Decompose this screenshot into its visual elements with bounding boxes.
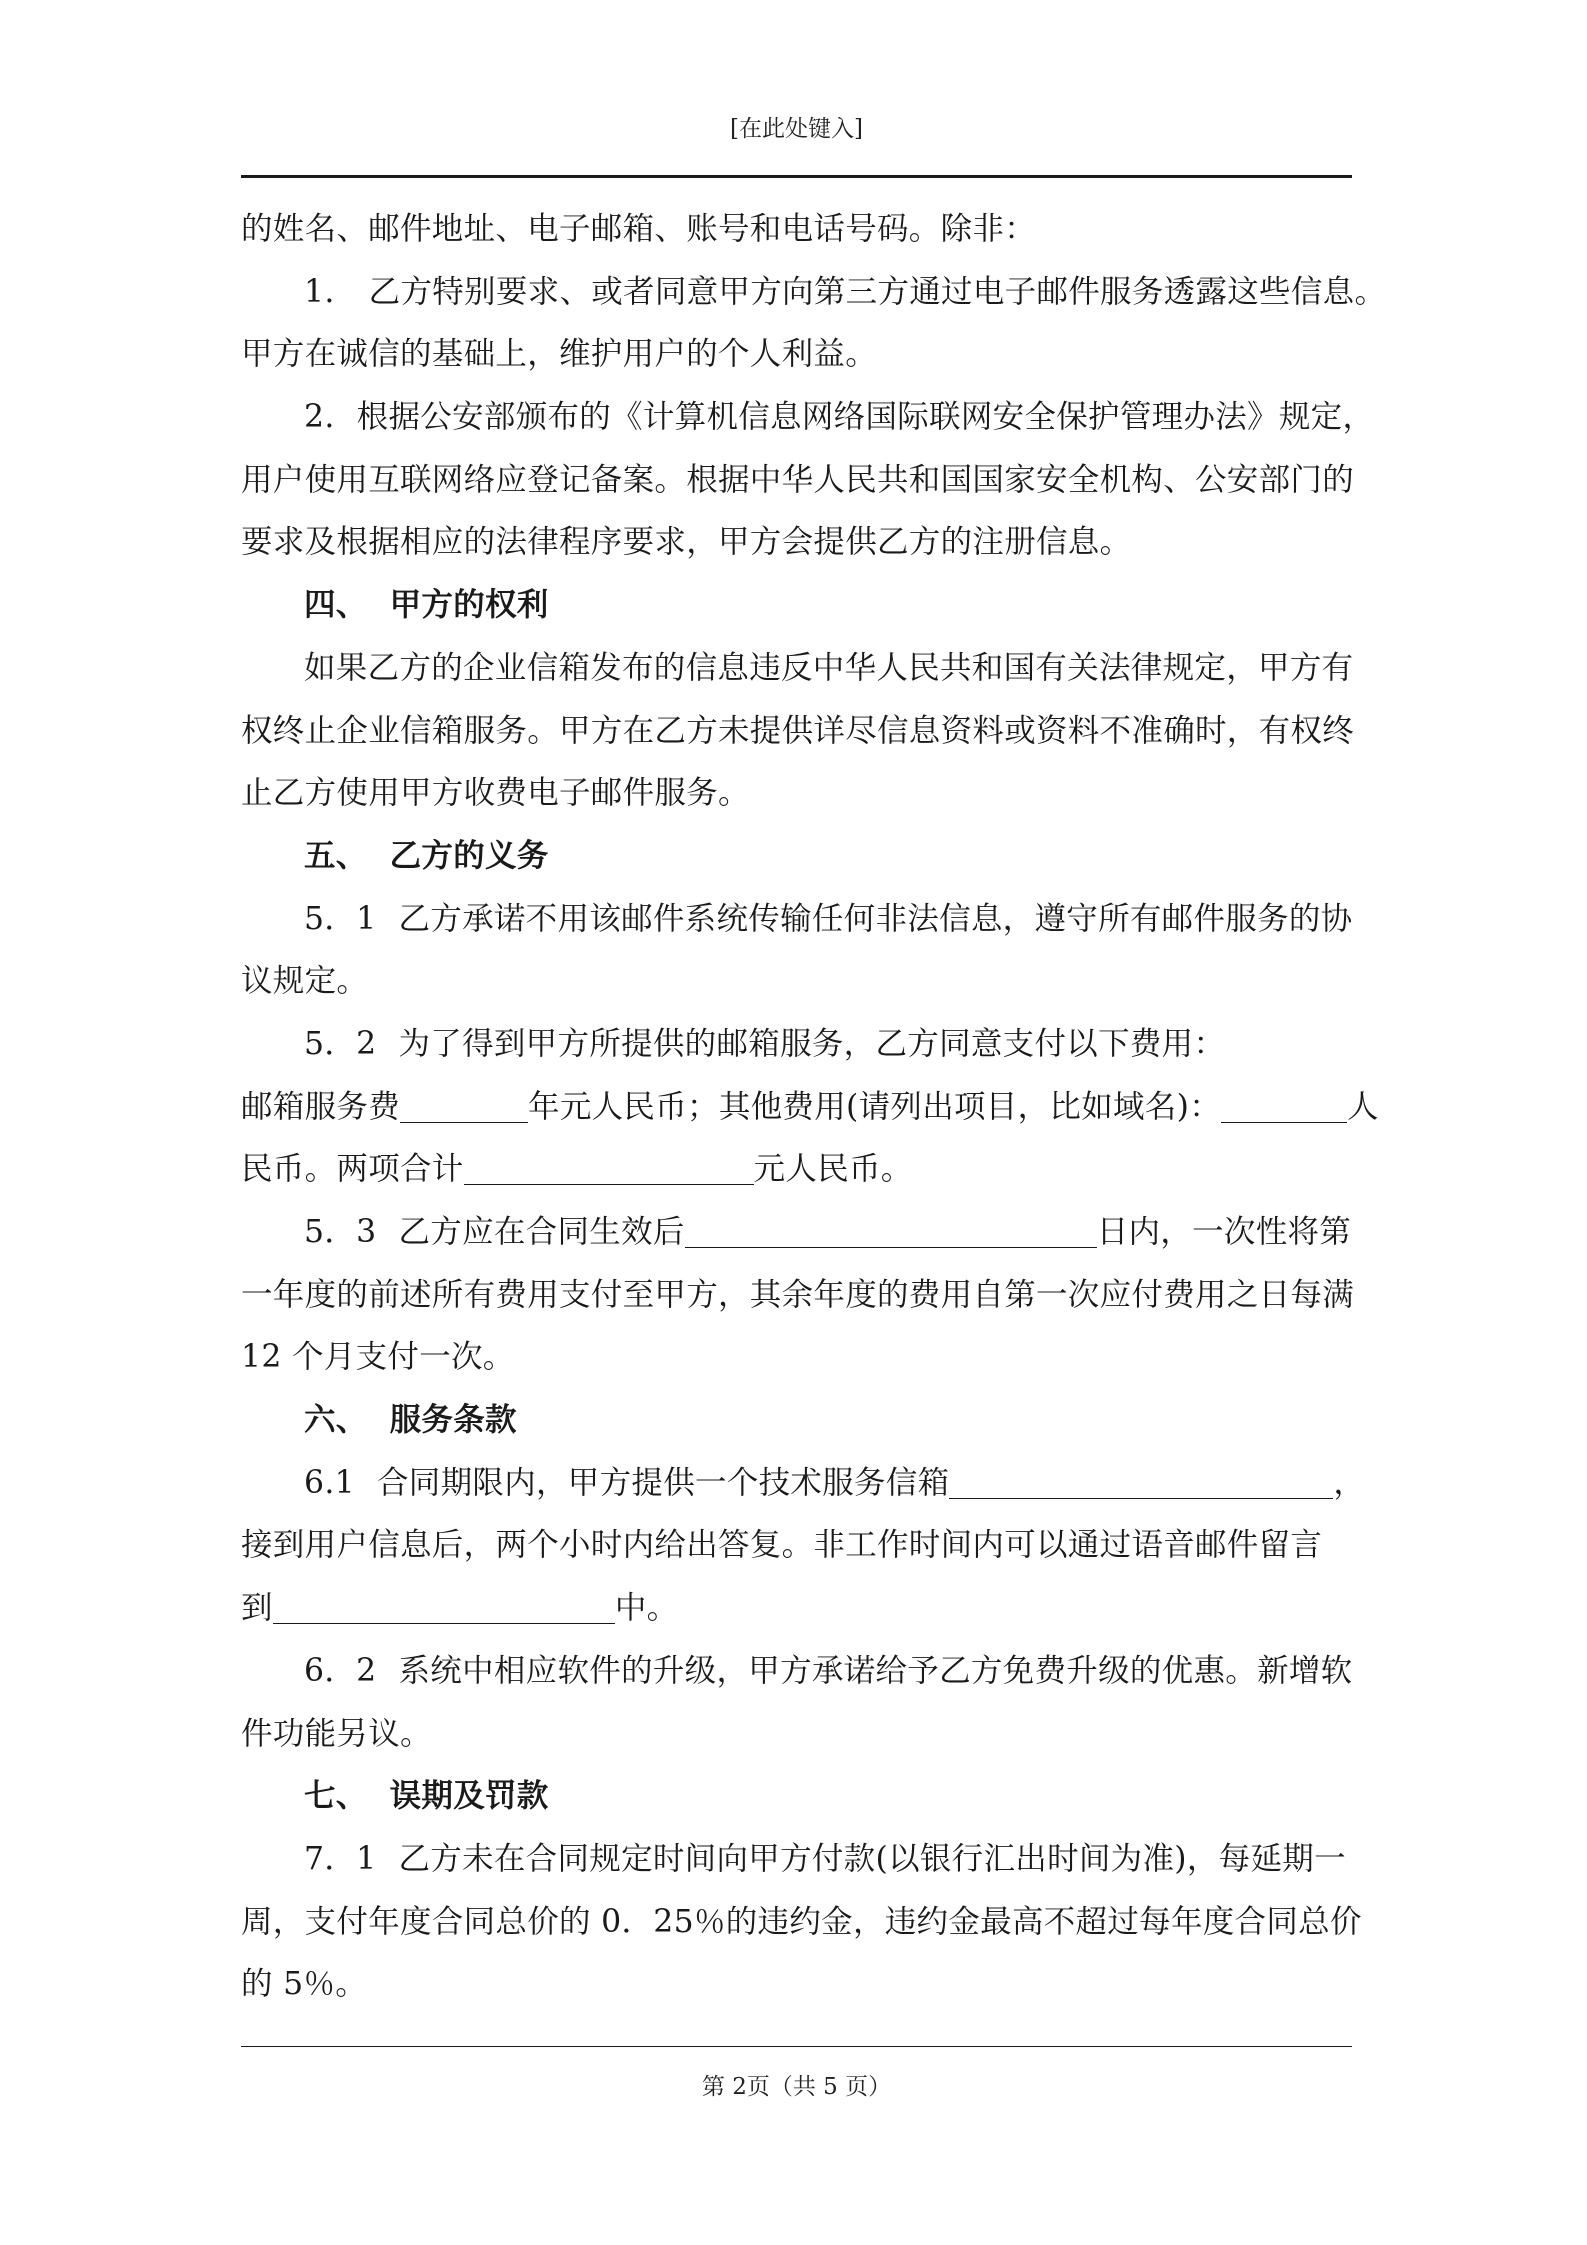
text: 周，支付年度合同总价的 0．25％的违约金，违约金最高不超过每年度合同总价	[241, 1903, 1362, 1940]
clause-number: 5．2	[304, 1025, 377, 1062]
total-fee-blank[interactable]	[464, 1150, 754, 1185]
text: 邮箱服务费	[241, 1088, 401, 1125]
clause-5-2	[241, 1013, 1352, 1076]
text: 根据公安部颁布的《计算机信息网络国际联网安全保护管理办法》规定，	[356, 399, 1375, 436]
clause-5-3	[241, 1201, 1352, 1264]
text: 为了得到甲方所提供的邮箱服务，乙方同意支付以下费用：	[398, 1025, 1226, 1062]
text: 元人民币。	[753, 1151, 913, 1188]
paragraph-line	[241, 1703, 1352, 1766]
page-header: [在此处键入]	[730, 116, 863, 142]
text: 系统中相应软件的升级，甲方承诺给予乙方免费升级的优惠。新增软	[398, 1652, 1353, 1689]
clause-5-1	[241, 888, 1352, 951]
days-blank[interactable]	[685, 1213, 1097, 1248]
heading-number: 四、	[304, 586, 368, 624]
text: 人	[1347, 1088, 1379, 1125]
text: 乙方承诺不用该邮件系统传输任何非法信息，遵守所有邮件服务的协	[398, 900, 1353, 937]
footer-divider	[241, 2046, 1352, 2047]
section-heading-4	[241, 574, 1352, 637]
text: 的 5％。	[241, 1966, 368, 2003]
paragraph-line	[241, 762, 1352, 825]
text: 日内，一次性将第	[1096, 1214, 1352, 1250]
text: 接到用户信息后，两个小时内给出答复。非工作时间内可以通过语音邮件留言	[241, 1527, 1323, 1564]
section-heading-5	[241, 825, 1352, 888]
paragraph-line	[241, 950, 1352, 1013]
paragraph-line	[241, 1891, 1362, 1954]
service-mailbox-blank[interactable]	[949, 1464, 1333, 1499]
heading-title: 甲方的权利	[389, 586, 549, 624]
paragraph-line	[241, 1326, 1352, 1389]
page-footer: 第 2页（共 5 页）	[701, 2074, 892, 2100]
text: 到	[241, 1590, 273, 1627]
text: 止乙方使用甲方收费电子邮件服务。	[241, 775, 750, 812]
clause-6-1	[241, 1452, 1366, 1515]
paragraph-line	[241, 1953, 1352, 2016]
text: 要求及根据相应的法律程序要求，甲方会提供乙方的注册信息。	[241, 524, 1132, 561]
paragraph-line	[241, 700, 1355, 763]
paragraph-line	[241, 198, 1352, 261]
mailbox-fee-blank[interactable]	[400, 1088, 528, 1123]
text: 民币。两项合计	[241, 1151, 464, 1188]
list-item-2	[241, 386, 1375, 449]
text: 议规定。	[241, 963, 369, 1000]
text: 乙方未在合同规定时间向甲方付款(以银行汇出时间为准)，每延期一	[398, 1840, 1346, 1877]
clause-number: 5．1	[304, 900, 377, 937]
text: ，	[1333, 1464, 1366, 1501]
fee-line	[241, 1076, 1379, 1139]
text: 乙方特别要求、或者同意甲方向第三方通过电子邮件服务透露这些信息。	[368, 273, 1387, 310]
header-divider	[241, 175, 1352, 178]
text: 权终止企业信箱服务。甲方在乙方未提供详尽信息资料或资料不准确时，有权终	[241, 712, 1355, 749]
document-body	[241, 198, 1387, 2016]
voicemail-line	[241, 1577, 1352, 1640]
heading-title: 服务条款	[389, 1401, 517, 1439]
clause-6-2	[241, 1640, 1352, 1703]
list-number: 2.	[304, 399, 335, 436]
text: 合同期限内，甲方提供一个技术服务信箱	[377, 1464, 950, 1501]
other-fee-blank[interactable]	[1221, 1088, 1347, 1123]
section-heading-6	[241, 1389, 1352, 1452]
list-item-1	[241, 261, 1387, 324]
voicemail-blank[interactable]	[273, 1589, 615, 1624]
text: 中。	[614, 1590, 679, 1627]
text: 甲方在诚信的基础上，维护用户的个人利益。	[241, 336, 878, 373]
text: 乙方应在合同生效后	[398, 1214, 685, 1250]
list-number: 1.	[304, 273, 335, 310]
clause-number: 6.1	[304, 1464, 355, 1501]
paragraph-line	[241, 637, 1352, 700]
paragraph-line	[241, 511, 1352, 574]
total-line	[241, 1138, 1352, 1201]
heading-title: 误期及罚款	[389, 1777, 549, 1815]
paragraph-line	[241, 1264, 1355, 1327]
heading-number: 七、	[304, 1777, 368, 1815]
text: 年元人民币；其他费用(请列出项目，比如域名)：	[528, 1088, 1221, 1125]
heading-number: 六、	[304, 1401, 368, 1439]
text: 的姓名、邮件地址、电子邮箱、账号和电话号码。除非：	[241, 211, 1037, 247]
text: 如果乙方的企业信箱发布的信息违反中华人民共和国有关法律规定，甲方有	[304, 649, 1354, 686]
text: 12 个月支付一次。	[241, 1339, 515, 1376]
heading-title: 乙方的义务	[389, 836, 549, 874]
clause-7-1	[241, 1828, 1352, 1891]
text: 一年度的前述所有费用支付至甲方，其余年度的费用自第一次应付费用之日每满	[241, 1276, 1355, 1313]
paragraph-line	[241, 323, 1352, 386]
paragraph-line	[241, 449, 1355, 512]
clause-number: 7．1	[304, 1840, 377, 1877]
clause-number: 5．3	[304, 1214, 377, 1250]
paragraph-line	[241, 1514, 1352, 1577]
section-heading-7	[241, 1765, 1352, 1828]
clause-number: 6．2	[304, 1652, 377, 1689]
heading-number: 五、	[304, 836, 368, 874]
text: 件功能另议。	[241, 1715, 432, 1752]
text: 用户使用互联网络应登记备案。根据中华人民共和国国家安全机构、公安部门的	[241, 461, 1355, 498]
